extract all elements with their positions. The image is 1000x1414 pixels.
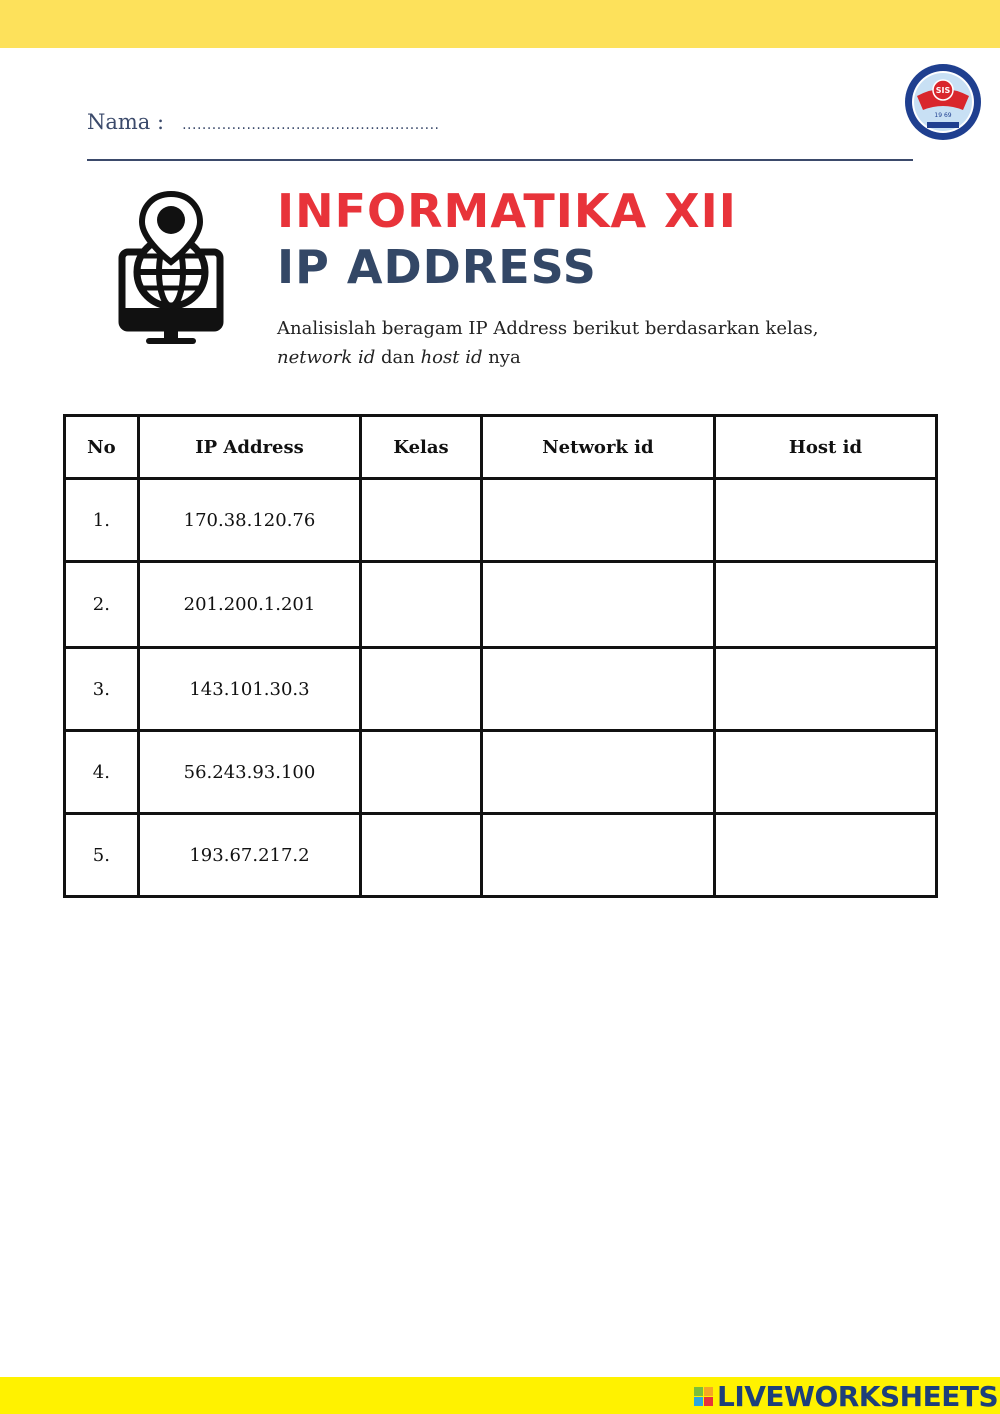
header-no: No [65,416,139,479]
instructions-text [277,314,877,372]
ip-address-cell: 201.200.1.201 [138,562,360,648]
ip-address-table [63,414,938,898]
computer-location-icon [112,190,230,350]
page-title-topic: IP ADDRESS [277,240,597,294]
table-row [65,814,937,897]
row-number: 5. [65,814,139,897]
row-number: 2. [65,562,139,648]
ip-address-cell: 193.67.217.2 [138,814,360,897]
network-id-answer-cell[interactable] [481,648,714,731]
table-header-row [65,416,937,479]
ip-address-cell: 143.101.30.3 [138,648,360,731]
instructions-line-1: Analisislah beragam IP Address berikut berdasarkan kelas, [277,318,819,339]
header-host-id: Host id [714,416,936,479]
name-input-dots[interactable]: .................................................... [182,117,440,133]
table-row [65,562,937,648]
logo-year: 19 69 [934,112,952,119]
instructions-line-2: network id dan host id nya [277,347,521,368]
network-id-answer-cell[interactable] [481,562,714,648]
table-row [65,479,937,562]
host-id-answer-cell[interactable] [714,648,936,731]
kelas-answer-cell[interactable] [361,814,482,897]
name-field-row [87,110,440,134]
network-id-answer-cell[interactable] [481,479,714,562]
logo-initials: SIS [935,86,951,95]
row-number: 1. [65,479,139,562]
host-id-answer-cell[interactable] [714,562,936,648]
kelas-answer-cell[interactable] [361,479,482,562]
table-row [65,648,937,731]
liveworksheets-brand: LIVEWORKSHEETS [717,1379,999,1413]
network-id-answer-cell[interactable] [481,814,714,897]
school-logo-seal [903,62,983,142]
kelas-answer-cell[interactable] [361,562,482,648]
kelas-answer-cell[interactable] [361,648,482,731]
ip-address-cell: 56.243.93.100 [138,731,360,814]
top-color-band [0,0,1000,48]
name-label: Nama : [87,110,165,134]
kelas-answer-cell[interactable] [361,731,482,814]
liveworksheets-logo [694,1378,998,1414]
table-row [65,731,937,814]
host-id-answer-cell[interactable] [714,479,936,562]
host-id-answer-cell[interactable] [714,731,936,814]
row-number: 3. [65,648,139,731]
host-id-answer-cell[interactable] [714,814,936,897]
header-ip-address: IP Address [138,416,360,479]
header-kelas: Kelas [361,416,482,479]
row-number: 4. [65,731,139,814]
page-title-subject: INFORMATIKA XII [277,184,737,238]
header-network-id: Network id [481,416,714,479]
ip-address-cell: 170.38.120.76 [138,479,360,562]
liveworksheets-badge-icon [694,1387,713,1406]
network-id-answer-cell[interactable] [481,731,714,814]
header-divider [87,159,913,161]
